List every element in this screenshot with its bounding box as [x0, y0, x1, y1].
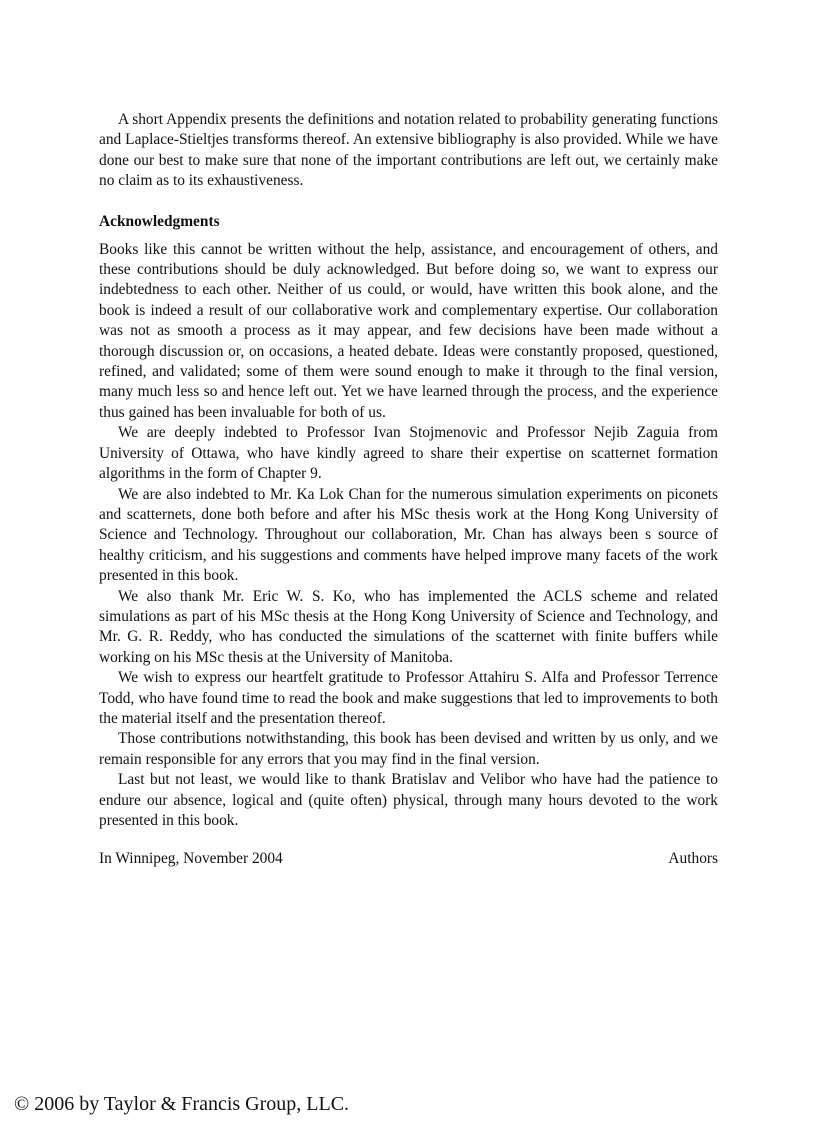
ack-paragraph-4: We also thank Mr. Eric W. S. Ko, who has implemented the ACLS scheme and related simulations as part of his MSc thesis at the Hong Kong University of Science and Technology, and Mr. G. R. Reddy, who has conducted the simulations of the scatternet with finite buffers while working on his MSc thesis at the University of Manitoba. [99, 587, 718, 666]
acknowledgments-heading: Acknowledgments [99, 212, 220, 230]
ack-paragraph-7: Last but not least, we would like to thank Bratislav and Velibor who have had the patience to endure our absence, logical and (quite often) physical, through many hours devoted to the work presented in this book. [99, 771, 718, 829]
signoff-line [99, 849, 718, 869]
place-date: In Winnipeg, November 2004 [99, 850, 283, 868]
copyright-notice: © 2006 by Taylor & Francis Group, LLC. [14, 1093, 350, 1115]
intro-paragraph: A short Appendix presents the definitions and notation related to probability generating functions and Laplace-Stieltjes transforms thereof. An extensive bibliography is also provided. While we have done our best to make sure that none of the important contributions are left out, we certainly make no claim as to its exhaustiveness. [99, 111, 718, 190]
signature: Authors [668, 850, 718, 868]
ack-paragraph-6: Those contributions notwithstanding, this book has been devised and written by us only, and we remain responsible for any errors that you may find in the final version. [99, 730, 718, 768]
ack-paragraph-3: We are also indebted to Mr. Ka Lok Chan for the numerous simulation experiments on piconets and scatternets, done both before and after his MSc thesis work at the Hong Kong University of Science and Technology. Throughout our collaboration, Mr. Chan has always been s source of healthy criticism, and his suggestions and comments have helped improve many facets of the work presented in this book. [99, 485, 718, 585]
page-content [99, 110, 718, 869]
ack-paragraph-1: Books like this cannot be written without the help, assistance, and encouragement of others, and these contributions should be duly acknowledged. But before doing so, we want to express our indebtedness to each other. Neither of us could, or would, have written this book alone, and the book is indeed a result of our collaborative work and complementary expertise. Our collaboration was not as smooth a process as it may appear, and few decisions have been made without a thorough discussion or, on occasions, a heated debate. Ideas were constantly proposed, questioned, refined, and validated; some of them were sound enough to make it through to the final version, many much less so and hence left out. Yet we have learned through the process, and the experience thus gained has been invaluable for both of us. [99, 240, 718, 421]
section-spacer [99, 192, 718, 212]
ack-paragraph-2: We are deeply indebted to Professor Ivan Stojmenovic and Professor Nejib Zaguia from University of Ottawa, who have kindly agreed to share their expertise on scatternet formation algorithms in the form of Chapter 9. [99, 424, 718, 483]
ack-paragraph-5: We wish to express our heartfelt gratitude to Professor Attahiru S. Alfa and Professor Terrence Todd, who have found time to read the book and make suggestions that led to improvements to both the material itself and the presentation thereof. [99, 669, 718, 727]
